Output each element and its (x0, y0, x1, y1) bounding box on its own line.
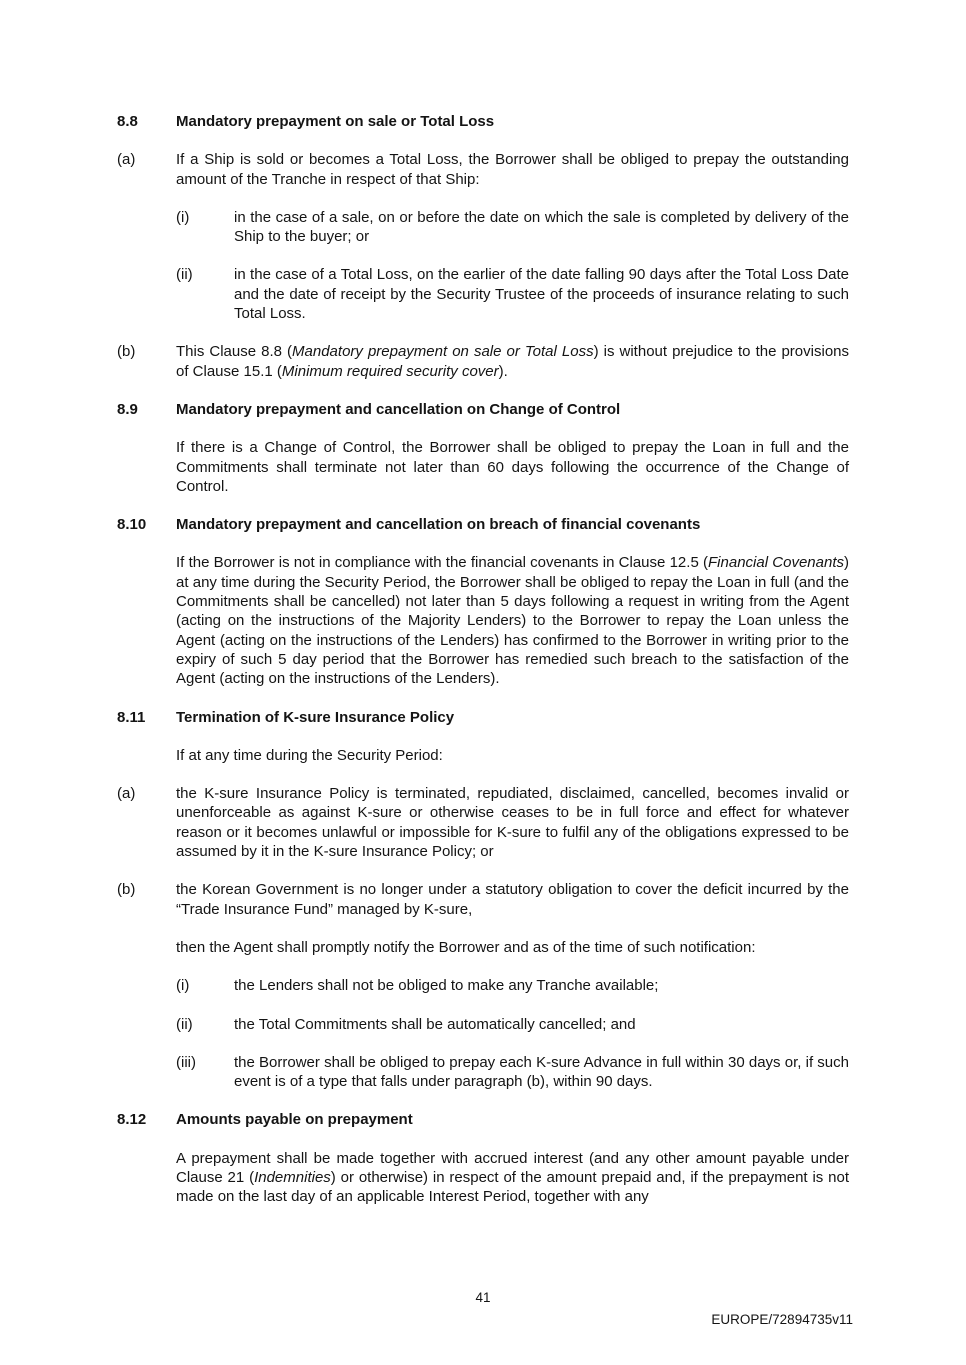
paragraph-text: If a Ship is sold or becomes a Total Loss, the Borrower shall be obliged to prepay the outstanding amount of the Tranche in respect of that Ship: (176, 151, 849, 188)
paragraph-text: If there is a Change of Control, the Borrower shall be obliged to prepay the Loan in full and the Commitments shall terminate not later than 60 days following the occurrence of the Change of Control. (176, 439, 849, 495)
paragraph-text: the Total Commitments shall be automatically cancelled; and (234, 1015, 636, 1033)
section-number: 8.11 (117, 708, 146, 726)
section-title: Mandatory prepayment and cancellation on breach of financial covenants (176, 516, 701, 534)
paragraph (117, 150, 849, 189)
section-number: 8.10 (117, 516, 147, 534)
paragraph-label: (a) (117, 151, 136, 169)
paragraph-text: the Lenders shall not be obliged to make any Tranche available; (234, 977, 659, 995)
paragraph-text: the Korean Government is no longer under a statutory obligation to cover the deficit incurred by the “Trade Insurance Fund” managed by K-sure, (176, 881, 849, 918)
section-number: 8.12 (117, 1111, 147, 1129)
section-heading (117, 1110, 849, 1129)
paragraph-text: the Borrower shall be obliged to prepay each K-sure Advance in full within 30 days or, if such event is of a type that falls under paragraph (b), within 90 days. (234, 1053, 849, 1091)
paragraph-label: (ii) (176, 266, 193, 284)
paragraph-text: A prepayment shall be made together with accrued interest (and any other amount payable under Clause 21 (Indemnities) or otherwise) in respect of the amount prepaid and, if the prepayment is not made on the last day of an applicable Interest Period, together with any (176, 1149, 849, 1206)
paragraph (117, 1015, 849, 1034)
section-title: Termination of K-sure Insurance Policy (176, 708, 455, 726)
paragraph-text: the K-sure Insurance Policy is terminated, repudiated, disclaimed, cancelled, becomes invalid or unenforceable as against K-sure or otherwise ceases to be in full force and effect for whatever reason or it becomes unlawful or impossible for K-sure to fulfil any of the obligations expressed to be assumed by it in the K-sure Insurance Policy; or (176, 785, 849, 861)
document-body (117, 112, 849, 1207)
paragraph-label: (i) (176, 977, 190, 995)
page-number: 41 (475, 1290, 491, 1305)
section-heading (117, 112, 849, 131)
paragraph-text: If the Borrower is not in compliance with the financial covenants in Clause 12.5 (Financial Covenants) at any time during the Security Period, the Borrower shall be obliged to repay the Loan in full (and the Commitments shall be cancelled) not later than 5 days following a request in writing from the Agent (acting on the instructions of the Majority Lenders) to the Borrower to repay the Loan unless the Agent (acting on the instructions of the Lenders) has confirmed to the Borrower in writing prior to the expiry of such 5 day period that the Borrower has remedied such breach to the satisfaction of the Agent (acting on the instructions of the Lenders). (176, 554, 849, 688)
paragraph (117, 1053, 849, 1092)
paragraph (117, 784, 849, 861)
section-heading (117, 400, 849, 419)
paragraph-label: (a) (117, 785, 136, 803)
section-number: 8.8 (117, 113, 138, 130)
paragraph (117, 342, 849, 381)
paragraph-label: (ii) (176, 1015, 193, 1033)
paragraph (117, 746, 849, 765)
paragraph (117, 208, 849, 247)
paragraph-label: (i) (176, 208, 190, 226)
section-title: Mandatory prepayment and cancellation on Change of Control (176, 400, 621, 418)
section-title: Mandatory prepayment on sale or Total Loss (176, 113, 495, 130)
paragraph-text: in the case of a Total Loss, on the earlier of the date falling 90 days after the Total Loss Date and the date of receipt by the Security Trustee of the proceeds of insurance relating to such Total Loss. (234, 266, 849, 323)
footer-reference: EUROPE/72894735v11 (711, 1312, 853, 1327)
section-heading (117, 708, 849, 727)
paragraph-label: (iii) (176, 1053, 196, 1071)
paragraph (117, 438, 849, 496)
paragraph (117, 880, 849, 919)
paragraph (117, 265, 849, 323)
section-number: 8.9 (117, 400, 138, 418)
paragraph-label: (b) (117, 343, 136, 361)
paragraph (117, 553, 849, 688)
paragraph (117, 938, 849, 957)
paragraph-label: (b) (117, 881, 136, 899)
paragraph-text: This Clause 8.8 (Mandatory prepayment on sale or Total Loss) is without prejudice to the provisions of Clause 15.1 (Minimum required security cover). (176, 343, 849, 380)
paragraph-text: then the Agent shall promptly notify the Borrower and as of the time of such notification: (176, 938, 756, 956)
paragraph (117, 976, 849, 995)
section-heading (117, 515, 849, 534)
paragraph-text: If at any time during the Security Period: (176, 746, 443, 764)
paragraph-text: in the case of a sale, on or before the date on which the sale is completed by delivery of the Ship to the buyer; or (234, 208, 849, 246)
section-title: Amounts payable on prepayment (176, 1111, 413, 1129)
paragraph (117, 1149, 849, 1207)
